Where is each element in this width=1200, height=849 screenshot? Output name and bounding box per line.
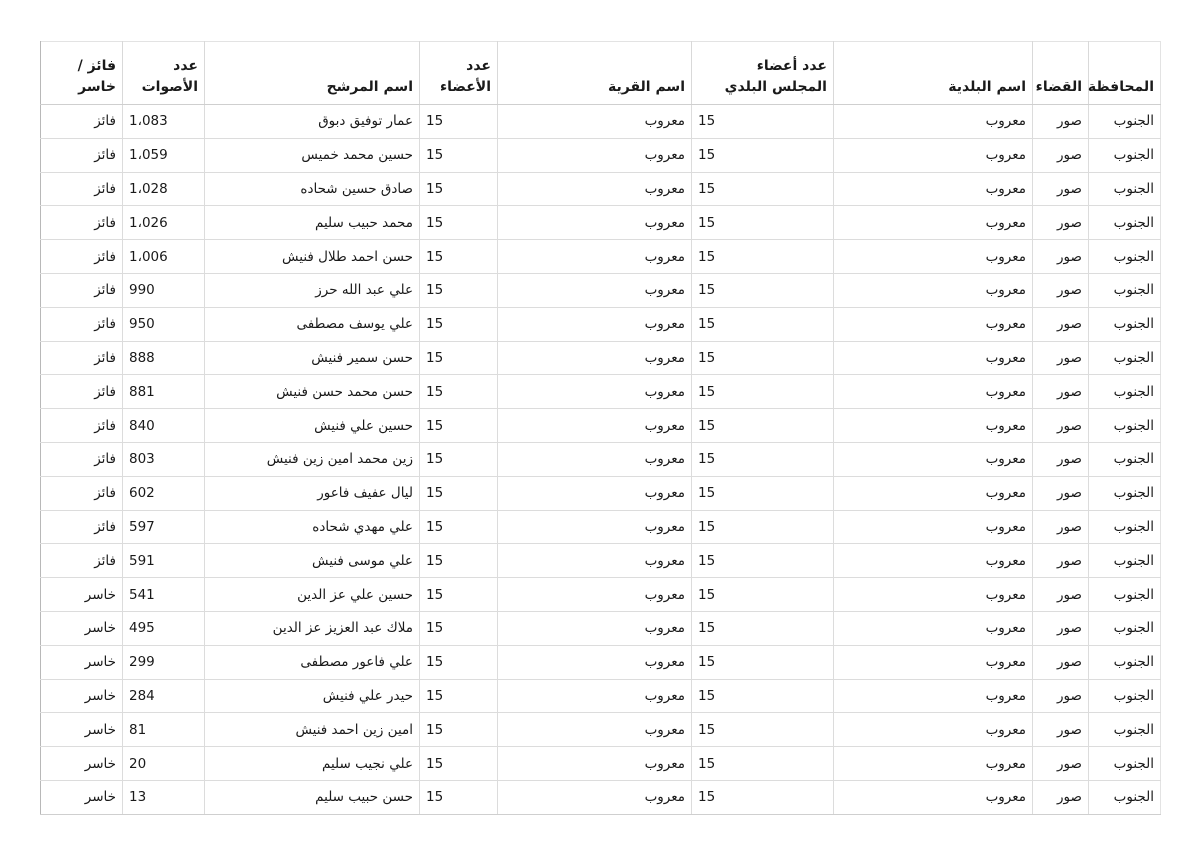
village-cell: معروب [498, 105, 692, 139]
village-cell: معروب [498, 375, 692, 409]
table-row [41, 442, 1161, 476]
votes-cell: 1،006 [123, 240, 205, 274]
governorate-cell: الجنوب [1089, 713, 1161, 747]
candidate-cell: امين زين احمد فنيش [205, 713, 420, 747]
village-cell: معروب [498, 747, 692, 781]
candidate-cell: علي يوسف مصطفى [205, 307, 420, 341]
council-members-cell: 15 [692, 375, 834, 409]
village-cell: معروب [498, 611, 692, 645]
governorate-cell: الجنوب [1089, 341, 1161, 375]
members-count-cell: 15 [420, 105, 498, 139]
municipality-cell: معروب [834, 341, 1033, 375]
council-members-cell: 15 [692, 713, 834, 747]
votes-cell: 20 [123, 747, 205, 781]
municipality-cell: معروب [834, 273, 1033, 307]
council-members-cell: 15 [692, 172, 834, 206]
candidate-cell: عمار توفيق دبوق [205, 105, 420, 139]
votes-cell: 1،028 [123, 172, 205, 206]
district-cell: صور [1033, 240, 1089, 274]
council-members-cell: 15 [692, 240, 834, 274]
district-cell: صور [1033, 578, 1089, 612]
table-row [41, 747, 1161, 781]
village-cell: معروب [498, 679, 692, 713]
members-count-cell: 15 [420, 780, 498, 814]
votes-cell: 284 [123, 679, 205, 713]
council-members-cell: 15 [692, 611, 834, 645]
table-row [41, 578, 1161, 612]
election-results-table [40, 41, 1161, 815]
village-cell: معروب [498, 409, 692, 443]
candidate-cell: حسن حبيب سليم [205, 780, 420, 814]
governorate-cell: الجنوب [1089, 679, 1161, 713]
district-cell: صور [1033, 442, 1089, 476]
village-cell: معروب [498, 341, 692, 375]
table-row [41, 341, 1161, 375]
governorate-cell: الجنوب [1089, 442, 1161, 476]
candidate-cell: علي نجيب سليم [205, 747, 420, 781]
members-count-cell: 15 [420, 442, 498, 476]
members-count-cell: 15 [420, 476, 498, 510]
members-count-cell: 15 [420, 273, 498, 307]
governorate-cell: الجنوب [1089, 611, 1161, 645]
votes-cell: 591 [123, 544, 205, 578]
votes-cell: 13 [123, 780, 205, 814]
table-row [41, 645, 1161, 679]
table-row [41, 307, 1161, 341]
header-municipality: اسم البلدية [834, 42, 1033, 105]
municipality-cell: معروب [834, 578, 1033, 612]
candidate-cell: حسين محمد خميس [205, 138, 420, 172]
council-members-cell: 15 [692, 510, 834, 544]
members-count-cell: 15 [420, 713, 498, 747]
votes-cell: 81 [123, 713, 205, 747]
municipality-cell: معروب [834, 476, 1033, 510]
members-count-cell: 15 [420, 747, 498, 781]
header-council-members: عدد أعضاء المجلس البلدي [692, 42, 834, 105]
result-cell: فائز [41, 240, 123, 274]
village-cell: معروب [498, 476, 692, 510]
candidate-cell: علي فاعور مصطفى [205, 645, 420, 679]
table-row [41, 476, 1161, 510]
candidate-cell: حسن محمد حسن فنيش [205, 375, 420, 409]
result-cell: خاسر [41, 578, 123, 612]
table-row [41, 409, 1161, 443]
result-cell: فائز [41, 476, 123, 510]
table-row [41, 172, 1161, 206]
candidate-cell: حسين علي فنيش [205, 409, 420, 443]
governorate-cell: الجنوب [1089, 780, 1161, 814]
governorate-cell: الجنوب [1089, 172, 1161, 206]
municipality-cell: معروب [834, 442, 1033, 476]
result-cell: فائز [41, 510, 123, 544]
candidate-cell: حسن احمد طلال فنيش [205, 240, 420, 274]
governorate-cell: الجنوب [1089, 510, 1161, 544]
village-cell: معروب [498, 442, 692, 476]
table-row [41, 679, 1161, 713]
governorate-cell: الجنوب [1089, 307, 1161, 341]
council-members-cell: 15 [692, 578, 834, 612]
candidate-cell: علي موسى فنيش [205, 544, 420, 578]
votes-cell: 597 [123, 510, 205, 544]
table-row [41, 105, 1161, 139]
village-cell: معروب [498, 273, 692, 307]
governorate-cell: الجنوب [1089, 544, 1161, 578]
governorate-cell: الجنوب [1089, 206, 1161, 240]
result-cell: خاسر [41, 679, 123, 713]
result-cell: فائز [41, 341, 123, 375]
results-sheet [40, 41, 1160, 815]
council-members-cell: 15 [692, 341, 834, 375]
village-cell: معروب [498, 780, 692, 814]
members-count-cell: 15 [420, 679, 498, 713]
municipality-cell: معروب [834, 747, 1033, 781]
members-count-cell: 15 [420, 307, 498, 341]
village-cell: معروب [498, 172, 692, 206]
votes-cell: 881 [123, 375, 205, 409]
members-count-cell: 15 [420, 645, 498, 679]
votes-cell: 1،083 [123, 105, 205, 139]
district-cell: صور [1033, 341, 1089, 375]
municipality-cell: معروب [834, 375, 1033, 409]
council-members-cell: 15 [692, 273, 834, 307]
district-cell: صور [1033, 307, 1089, 341]
votes-cell: 541 [123, 578, 205, 612]
table-row [41, 273, 1161, 307]
votes-cell: 888 [123, 341, 205, 375]
governorate-cell: الجنوب [1089, 240, 1161, 274]
candidate-cell: زين محمد امين زين فنيش [205, 442, 420, 476]
header-candidate: اسم المرشح [205, 42, 420, 105]
governorate-cell: الجنوب [1089, 747, 1161, 781]
council-members-cell: 15 [692, 780, 834, 814]
header-members-count: عدد الأعضاء [420, 42, 498, 105]
municipality-cell: معروب [834, 611, 1033, 645]
members-count-cell: 15 [420, 510, 498, 544]
council-members-cell: 15 [692, 206, 834, 240]
municipality-cell: معروب [834, 645, 1033, 679]
table-row [41, 611, 1161, 645]
district-cell: صور [1033, 544, 1089, 578]
result-cell: فائز [41, 442, 123, 476]
votes-cell: 1،026 [123, 206, 205, 240]
district-cell: صور [1033, 476, 1089, 510]
district-cell: صور [1033, 679, 1089, 713]
members-count-cell: 15 [420, 138, 498, 172]
table-body [41, 105, 1161, 815]
votes-cell: 495 [123, 611, 205, 645]
village-cell: معروب [498, 138, 692, 172]
table-row [41, 138, 1161, 172]
governorate-cell: الجنوب [1089, 409, 1161, 443]
candidate-cell: حسن سمير فنيش [205, 341, 420, 375]
district-cell: صور [1033, 611, 1089, 645]
municipality-cell: معروب [834, 138, 1033, 172]
district-cell: صور [1033, 375, 1089, 409]
district-cell: صور [1033, 409, 1089, 443]
candidate-cell: ليال عفيف فاعور [205, 476, 420, 510]
result-cell: فائز [41, 273, 123, 307]
municipality-cell: معروب [834, 544, 1033, 578]
result-cell: خاسر [41, 747, 123, 781]
votes-cell: 803 [123, 442, 205, 476]
village-cell: معروب [498, 240, 692, 274]
municipality-cell: معروب [834, 713, 1033, 747]
council-members-cell: 15 [692, 544, 834, 578]
council-members-cell: 15 [692, 747, 834, 781]
village-cell: معروب [498, 645, 692, 679]
header-votes: عدد الأصوات [123, 42, 205, 105]
votes-cell: 1،059 [123, 138, 205, 172]
members-count-cell: 15 [420, 611, 498, 645]
votes-cell: 950 [123, 307, 205, 341]
council-members-cell: 15 [692, 442, 834, 476]
district-cell: صور [1033, 172, 1089, 206]
result-cell: فائز [41, 544, 123, 578]
candidate-cell: صادق حسين شحاده [205, 172, 420, 206]
candidate-cell: حيدر علي فنيش [205, 679, 420, 713]
district-cell: صور [1033, 510, 1089, 544]
village-cell: معروب [498, 206, 692, 240]
result-cell: خاسر [41, 713, 123, 747]
members-count-cell: 15 [420, 375, 498, 409]
village-cell: معروب [498, 713, 692, 747]
result-cell: فائز [41, 409, 123, 443]
municipality-cell: معروب [834, 679, 1033, 713]
governorate-cell: الجنوب [1089, 105, 1161, 139]
members-count-cell: 15 [420, 578, 498, 612]
result-cell: خاسر [41, 780, 123, 814]
result-cell: فائز [41, 206, 123, 240]
candidate-cell: ملاك عبد العزيز عز الدين [205, 611, 420, 645]
governorate-cell: الجنوب [1089, 375, 1161, 409]
header-governorate: المحافظة [1089, 42, 1161, 105]
municipality-cell: معروب [834, 105, 1033, 139]
governorate-cell: الجنوب [1089, 645, 1161, 679]
council-members-cell: 15 [692, 679, 834, 713]
council-members-cell: 15 [692, 645, 834, 679]
municipality-cell: معروب [834, 206, 1033, 240]
candidate-cell: علي مهدي شحاده [205, 510, 420, 544]
result-cell: خاسر [41, 645, 123, 679]
municipality-cell: معروب [834, 780, 1033, 814]
votes-cell: 840 [123, 409, 205, 443]
district-cell: صور [1033, 105, 1089, 139]
table-row [41, 206, 1161, 240]
table-row [41, 713, 1161, 747]
votes-cell: 990 [123, 273, 205, 307]
table-row [41, 375, 1161, 409]
municipality-cell: معروب [834, 409, 1033, 443]
council-members-cell: 15 [692, 307, 834, 341]
village-cell: معروب [498, 544, 692, 578]
village-cell: معروب [498, 307, 692, 341]
members-count-cell: 15 [420, 206, 498, 240]
votes-cell: 602 [123, 476, 205, 510]
members-count-cell: 15 [420, 172, 498, 206]
district-cell: صور [1033, 206, 1089, 240]
header-row [41, 42, 1161, 105]
municipality-cell: معروب [834, 172, 1033, 206]
district-cell: صور [1033, 645, 1089, 679]
result-cell: خاسر [41, 611, 123, 645]
votes-cell: 299 [123, 645, 205, 679]
result-cell: فائز [41, 138, 123, 172]
result-cell: فائز [41, 105, 123, 139]
table-row [41, 510, 1161, 544]
governorate-cell: الجنوب [1089, 138, 1161, 172]
governorate-cell: الجنوب [1089, 273, 1161, 307]
municipality-cell: معروب [834, 240, 1033, 274]
header-village: اسم القرية [498, 42, 692, 105]
district-cell: صور [1033, 713, 1089, 747]
header-district: القضاء [1033, 42, 1089, 105]
council-members-cell: 15 [692, 476, 834, 510]
candidate-cell: حسين علي عز الدين [205, 578, 420, 612]
candidate-cell: محمد حبيب سليم [205, 206, 420, 240]
district-cell: صور [1033, 138, 1089, 172]
council-members-cell: 15 [692, 409, 834, 443]
district-cell: صور [1033, 780, 1089, 814]
council-members-cell: 15 [692, 105, 834, 139]
council-members-cell: 15 [692, 138, 834, 172]
result-cell: فائز [41, 172, 123, 206]
result-cell: فائز [41, 375, 123, 409]
district-cell: صور [1033, 747, 1089, 781]
municipality-cell: معروب [834, 307, 1033, 341]
candidate-cell: علي عبد الله حرز [205, 273, 420, 307]
village-cell: معروب [498, 578, 692, 612]
members-count-cell: 15 [420, 341, 498, 375]
header-result: فائز / خاسر [41, 42, 123, 105]
members-count-cell: 15 [420, 544, 498, 578]
district-cell: صور [1033, 273, 1089, 307]
municipality-cell: معروب [834, 510, 1033, 544]
table-row [41, 240, 1161, 274]
governorate-cell: الجنوب [1089, 578, 1161, 612]
village-cell: معروب [498, 510, 692, 544]
governorate-cell: الجنوب [1089, 476, 1161, 510]
members-count-cell: 15 [420, 409, 498, 443]
table-row [41, 544, 1161, 578]
members-count-cell: 15 [420, 240, 498, 274]
result-cell: فائز [41, 307, 123, 341]
table-row [41, 780, 1161, 814]
